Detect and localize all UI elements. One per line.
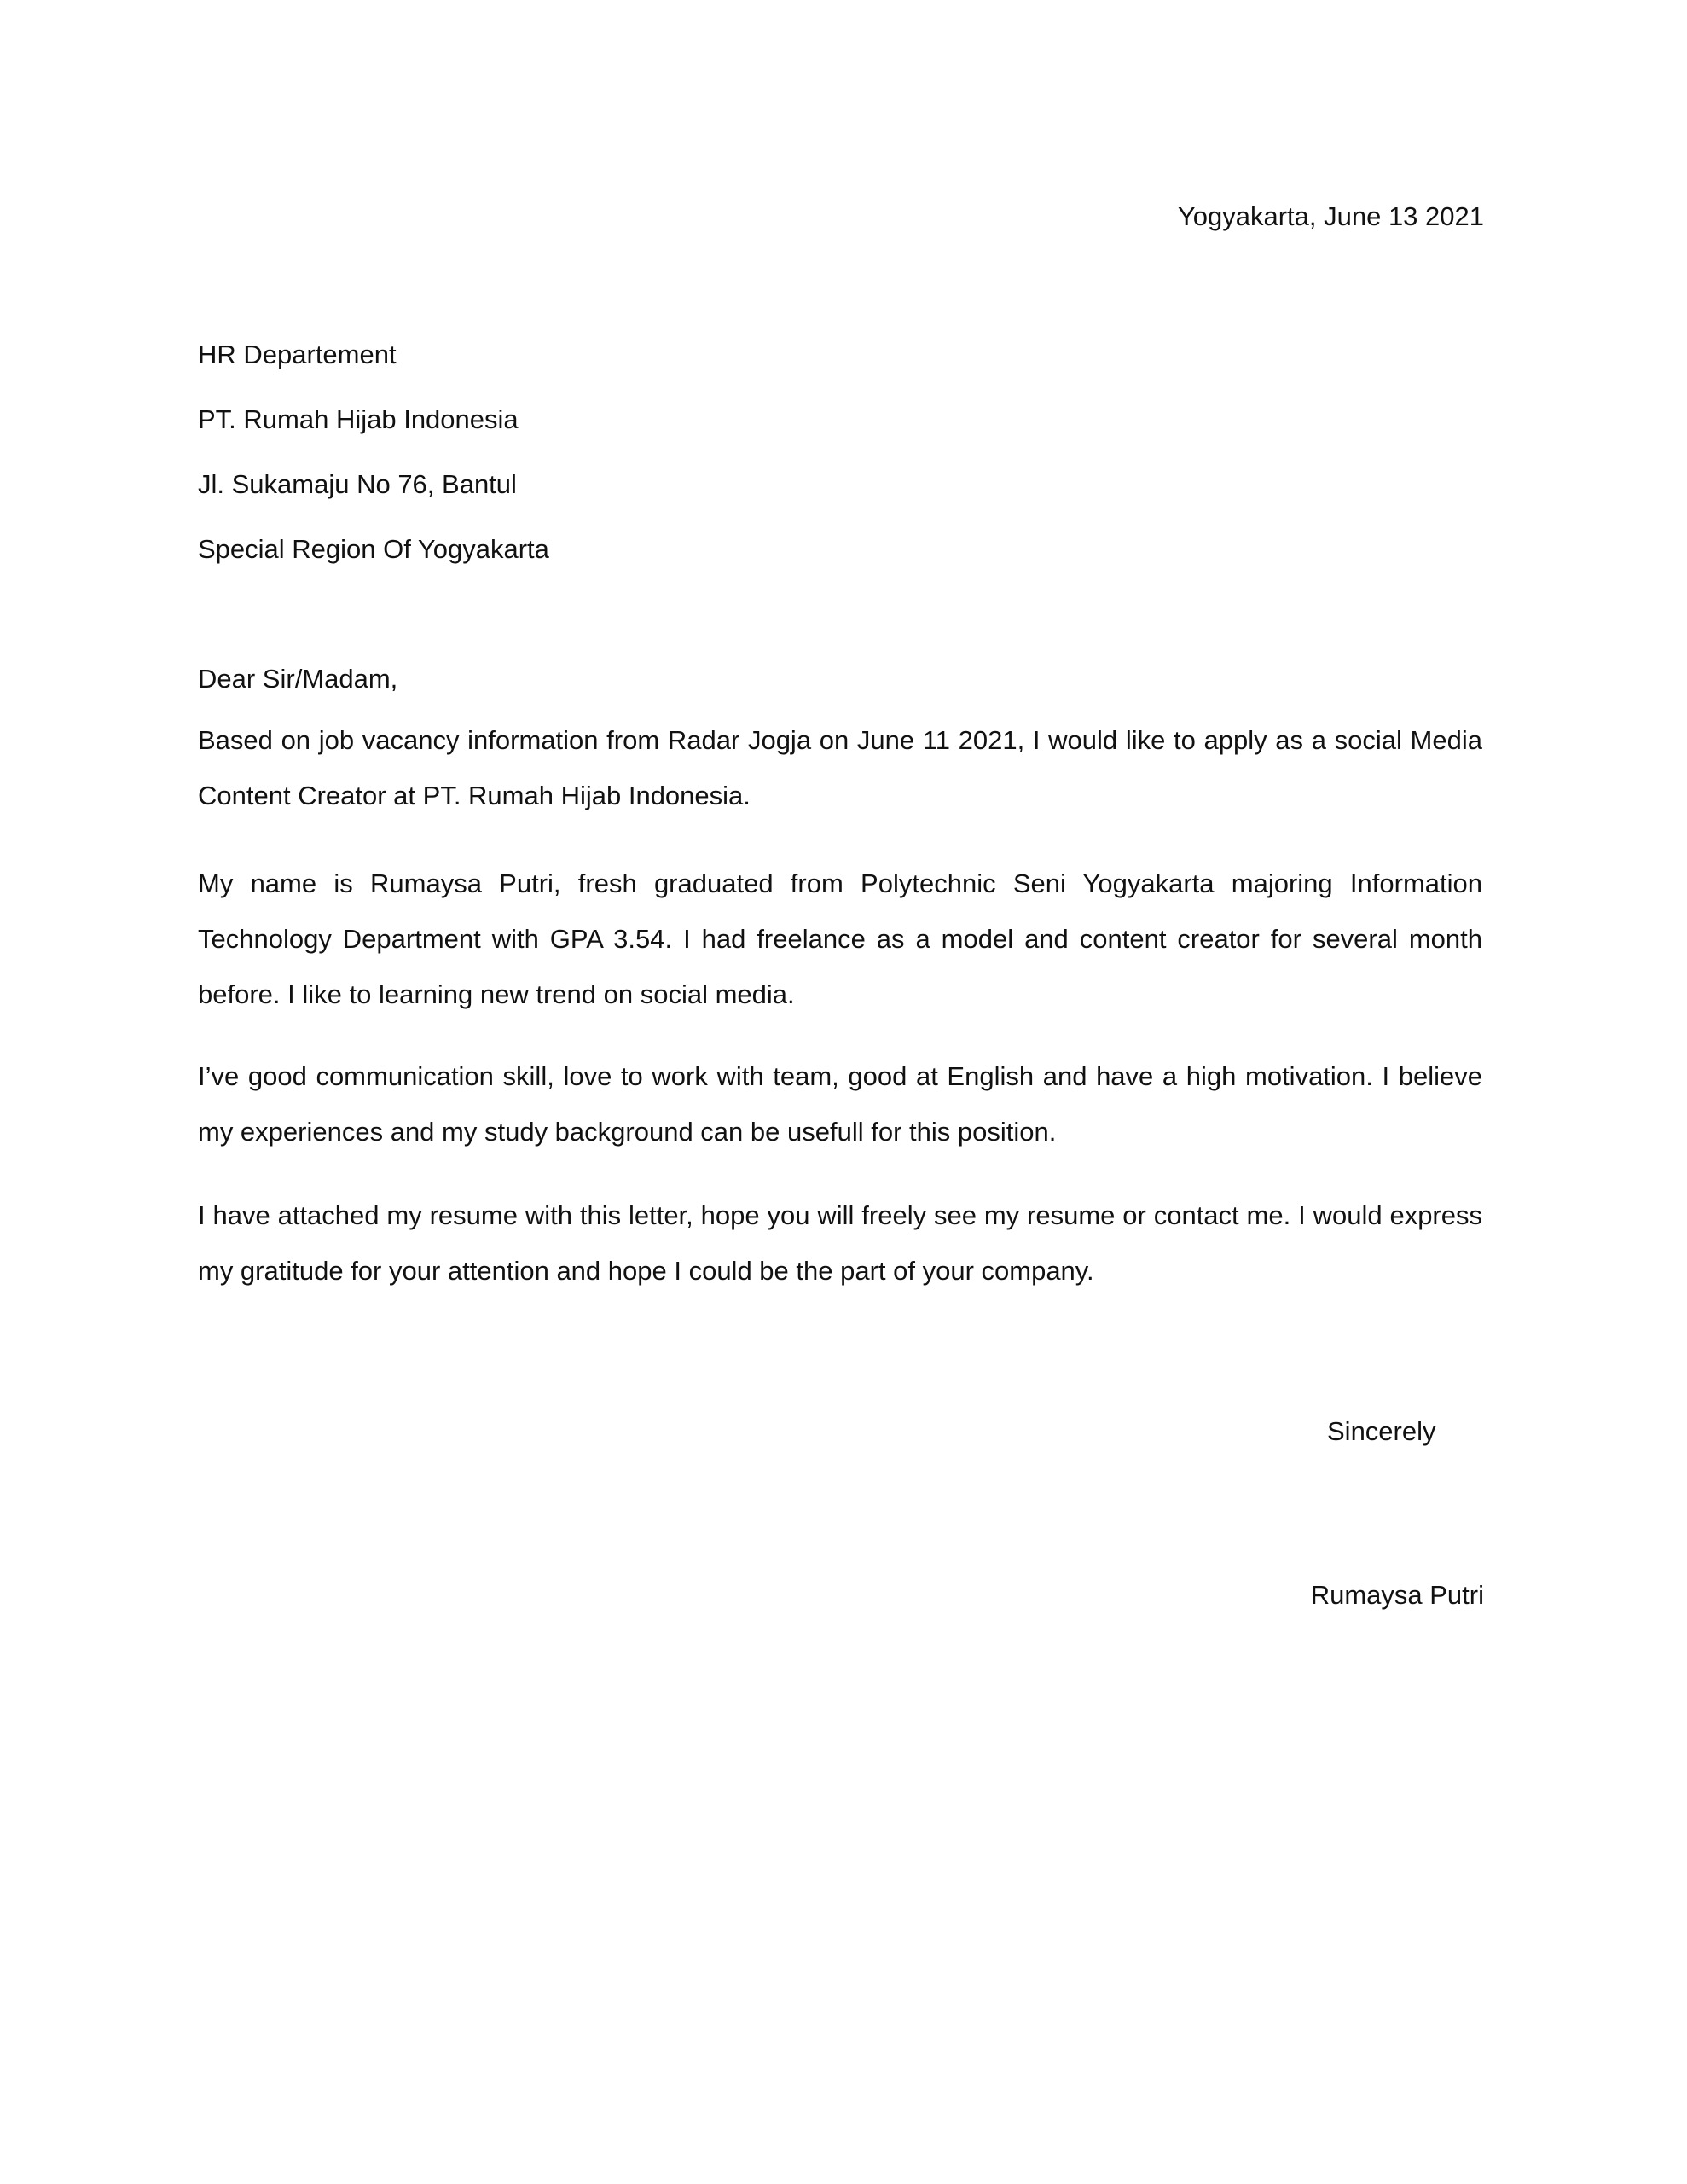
body-paragraph-background: My name is Rumaysa Putri, fresh graduated from Polytechnic Seni Yogyakarta majoring Information Technology Department with GPA 3.54. I had freelance as a model and content creator for several month before. I like to learning new trend on social media. bbox=[198, 868, 1482, 1009]
recipient-line-company: PT. Rumah Hijab Indonesia bbox=[198, 404, 519, 434]
recipient-line-department: HR Departement bbox=[198, 340, 397, 369]
letter-closing: Sincerely bbox=[1327, 1416, 1436, 1446]
body-paragraph-vacancy: Based on job vacancy information from Radar Jogja on June 11 2021, I would like to apply as a social Media Content Creator at PT. Rumah Hijab Indonesia. bbox=[198, 725, 1482, 810]
salutation: Dear Sir/Madam, bbox=[198, 664, 398, 694]
recipient-line-street: Jl. Sukamaju No 76, Bantul bbox=[198, 469, 517, 499]
letter-date: Yogyakarta, June 13 2021 bbox=[1177, 201, 1484, 231]
signature-name: Rumaysa Putri bbox=[1310, 1580, 1484, 1610]
body-paragraph-skills: I’ve good communication skill, love to work with team, good at English and have a high motivation. I believe my experiences and my study background can be usefull for this position. bbox=[198, 1061, 1482, 1147]
recipient-line-region: Special Region Of Yogyakarta bbox=[198, 534, 549, 564]
body-paragraph-resume: I have attached my resume with this letter, hope you will freely see my resume or contact me. I would express my gratitude for your attention and hope I could be the part of your company. bbox=[198, 1200, 1482, 1286]
